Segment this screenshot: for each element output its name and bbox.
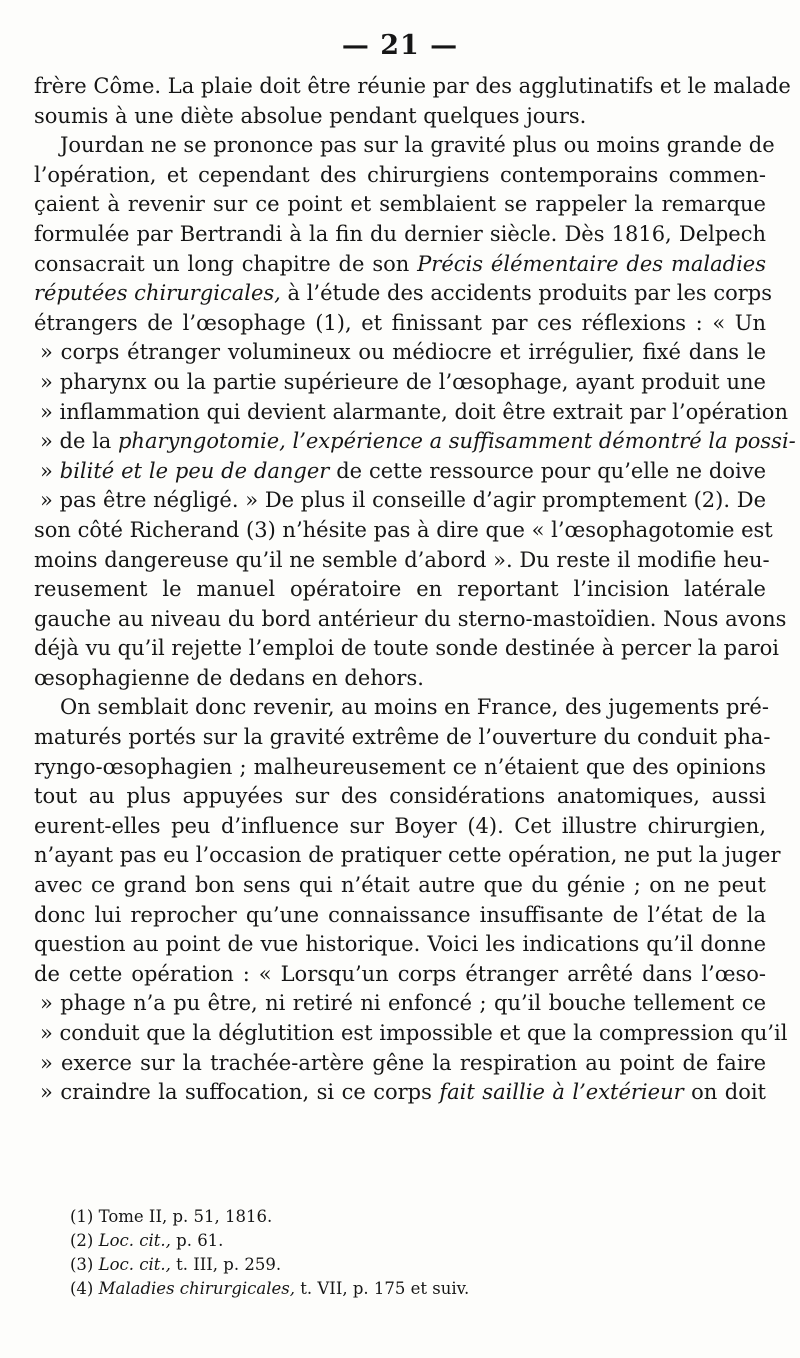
footnotes (70, 1205, 730, 1301)
italic-text: réputées chirurgicales, (34, 281, 281, 306)
text-segment: on doit (683, 1080, 766, 1105)
italic-text: bilité et le peu de danger (59, 458, 330, 483)
text-line: déjà vu qu’il rejette l’emploi de toute sonde destinée à percer la paroi (34, 636, 780, 661)
text-line: n’ayant pas eu l’occasion de pratiquer cette opération, ne put la juger (34, 843, 781, 868)
text-line: moins dangereuse qu’il ne semble d’abord ». Du reste il modifie heu- (34, 547, 770, 572)
italic-text: fait saillie à l’extérieur (439, 1080, 684, 1105)
text-line: » corps étranger volumineux ou médiocre et irrégulier, fixé dans le (40, 340, 766, 365)
text-line: ryngo-œsophagien ; malheureusement ce n’étaient que des opinions (34, 754, 766, 779)
text-line (34, 1078, 766, 1108)
footnote (70, 1229, 730, 1253)
text-line: avec ce grand bon sens qui n’était autre que du génie ; on ne peut (34, 873, 766, 898)
text-line: œsophagienne de dedans en dehors. (34, 665, 424, 690)
italic-text: Maladies chirurgicales, (98, 1279, 296, 1298)
text-segment: (4) (70, 1279, 99, 1298)
page-number: — 21 — (341, 30, 459, 61)
italic-text: Précis élémentaire des maladies (417, 251, 766, 276)
text-segment: p. 61. (170, 1231, 224, 1250)
text-line: tout au plus appuyées sur des considérations anatomiques, aussi (34, 784, 766, 809)
text-line: l’opération, et cependant des chirurgiens contemporains commen- (34, 162, 766, 187)
text-line: » exerce sur la trachée-artère gêne la respiration au point de faire (40, 1050, 766, 1075)
text-line: gauche au niveau du bord antérieur du sterno-mastoïdien. Nous avons (34, 606, 787, 631)
text-line: » phage n’a pu être, ni retiré ni enfoncé ; qu’il bouche tellement ce (40, 991, 766, 1016)
text-line (34, 427, 796, 457)
text-segment: de cette ressource pour qu’elle ne doive (329, 458, 766, 483)
text-segment: » (40, 458, 60, 483)
italic-text: Loc. cit., (98, 1255, 171, 1274)
body-text (34, 72, 796, 1108)
text-line: donc lui reprocher qu’une connaissance insuffisante de l’état de la (34, 902, 766, 927)
text-line: Jourdan ne se prononce pas sur la gravité plus ou moins grande de (60, 133, 775, 158)
text-segment: (3) (70, 1255, 99, 1274)
text-line: çaient à revenir sur ce point et semblaient se rappeler la remarque (34, 192, 766, 217)
italic-text: pharyngotomie, l’expérience a suffisamment démontré la possi- (117, 429, 796, 454)
italic-text: Loc. cit., (98, 1231, 171, 1250)
text-line: frère Côme. La plaie doit être réunie par des agglutinatifs et le malade (34, 74, 791, 98)
text-segment: » craindre la suffocation, si ce corps (40, 1080, 440, 1105)
text-line: maturés portés sur la gravité extrême de l’ouverture du conduit pha- (34, 725, 771, 750)
text-line: » conduit que la déglutition est impossible et que la compression qu’il (40, 1021, 788, 1045)
text-line: son côté Richerand (3) n’hésite pas à dire que « l’œsophagotomie est (34, 517, 773, 542)
footnote (70, 1205, 730, 1229)
text-segment: (1) Tome II, p. 51, 1816. (70, 1207, 273, 1226)
text-line: On semblait donc revenir, au moins en France, des jugements pré- (60, 695, 769, 720)
text-segment: t. III, p. 259. (170, 1255, 282, 1274)
footnote (70, 1277, 730, 1301)
text-line: étrangers de l’œsophage (1), et finissant par ces réflexions : « Un (34, 310, 766, 335)
text-line: question au point de vue historique. Voici les indications qu’il donne (34, 932, 766, 957)
footnote (70, 1253, 730, 1277)
text-line: » pharynx ou la partie supérieure de l’œsophage, ayant produit une (40, 369, 766, 394)
text-line: reusement le manuel opératoire en reportant l’incision latérale (34, 577, 766, 602)
text-line: formulée par Bertrandi à la fin du dernier siècle. Dès 1816, Delpech (34, 221, 766, 246)
text-segment: » de la (40, 429, 118, 454)
text-line (34, 279, 773, 309)
text-segment: à l’étude des accidents produits par les corps (280, 281, 773, 306)
text-line: eurent-elles peu d’influence sur Boyer (4). Cet illustre chirurgien, (34, 813, 766, 838)
text-line (34, 250, 766, 280)
text-segment: t. VII, p. 175 et suiv. (295, 1279, 470, 1298)
text-line: » pas être négligé. » De plus il conseille d’agir promptement (2). De (40, 488, 766, 513)
text-segment: consacrait un long chapitre de son (34, 251, 418, 276)
text-line: soumis à une diète absolue pendant quelques jours. (34, 103, 587, 128)
text-line: de cette opération : « Lorsqu’un corps étranger arrêté dans l’œso- (34, 961, 766, 986)
text-segment: (2) (70, 1231, 99, 1250)
text-line (34, 457, 766, 487)
text-line: » inflammation qui devient alarmante, doit être extrait par l’opération (40, 399, 788, 424)
